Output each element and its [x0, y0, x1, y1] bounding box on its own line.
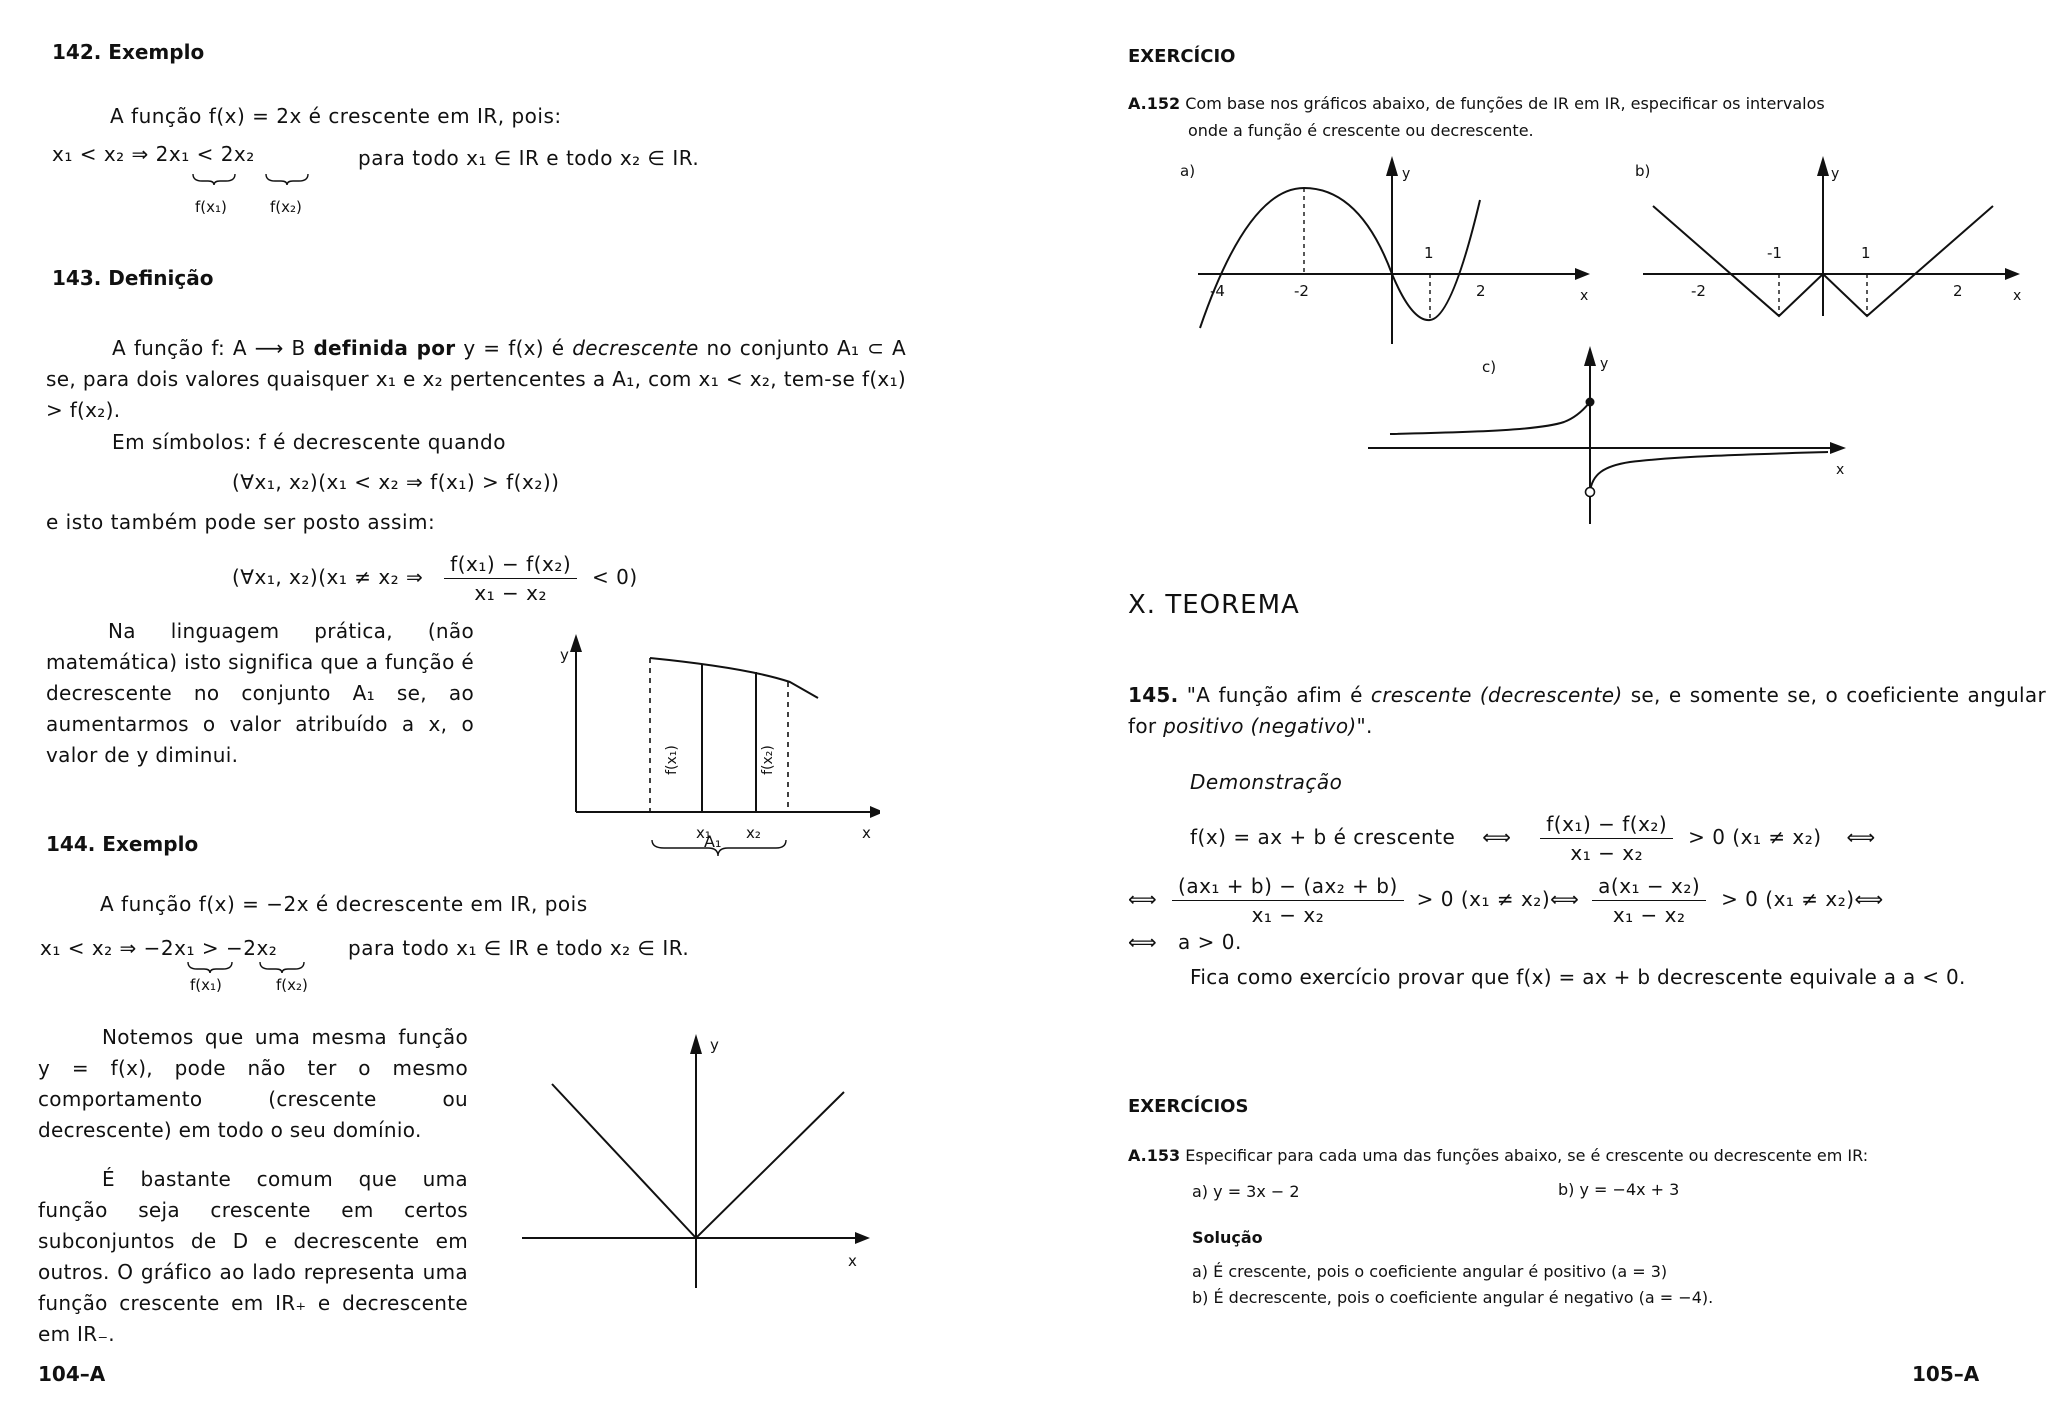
s145-text-b: se, e somente se, o coeficiente angular for [1128, 683, 2046, 738]
eq2-fraction-2 [1592, 874, 1706, 927]
graph-y-label: y [710, 1036, 719, 1054]
graph-c-left-branch [1390, 402, 1590, 434]
s145-text-c: ". [1356, 714, 1373, 738]
iff-symbol: ⟺ [1550, 887, 1580, 911]
graph-c-label: c) [1482, 358, 1497, 376]
graph-c-right-branch [1590, 452, 1828, 492]
a153-statement: Especificar para cada uma das funções abaixo, se é crescente ou decrescente em IR: [1185, 1146, 1869, 1165]
eq2-den-1: x₁ − x₂ [1251, 903, 1325, 927]
a152-line2: onde a função é crescente ou decrescente. [1188, 121, 1534, 140]
right-page [1060, 0, 2048, 1427]
tick-1: 1 [1424, 244, 1434, 262]
s144-note: Notemos que uma mesma função y = f(x), pode não ter o mesmo comportamento (crescente ou decrescente) em todo o seu domínio. [38, 1025, 468, 1142]
demo-eq-3 [1128, 930, 1242, 954]
x-axis-arrow [2005, 268, 2020, 280]
eq1-num: f(x₁) − f(x₂) [1540, 812, 1673, 839]
exercise-heading: EXERCÍCIO [1128, 46, 1236, 67]
iff-symbol: ⟺ [1128, 887, 1158, 911]
iff-symbol: ⟺ [1846, 825, 1876, 849]
x-axis-arrow [1830, 442, 1846, 454]
eq2-num-2: a(x₁ − x₂) [1592, 874, 1706, 901]
s142-brace-label-1: f(x₁) [195, 198, 227, 216]
y-axis-arrow [690, 1034, 702, 1054]
tick-minus-1: -1 [1767, 244, 1782, 262]
graph-a-x: x [1580, 288, 1589, 304]
graph-c-y: y [1600, 356, 1609, 372]
heading-144: 144. Exemplo [46, 832, 199, 856]
s143-formula-2-lhs: (∀x₁, x₂)(x₁ ≠ x₂ ⇒ [232, 565, 424, 589]
graph-c [1360, 340, 1880, 540]
s144-forall: para todo x₁ ∈ IR e todo x₂ ∈ IR. [348, 936, 690, 960]
demo-eq-2 [1128, 874, 1884, 927]
tick-minus-4: -4 [1210, 282, 1225, 300]
solution-a: a) É crescente, pois o coeficiente angular é positivo (a = 3) [1192, 1262, 1668, 1281]
y-axis-arrow [1817, 156, 1829, 176]
iff-symbol: ⟺ [1854, 887, 1884, 911]
eq3: a > 0. [1178, 930, 1242, 954]
s145-number: 145. [1128, 683, 1179, 707]
s143-also: e isto também pode ser posto assim: [46, 510, 436, 534]
s143-formula-1: (∀x₁, x₂)(x₁ < x₂ ⇒ f(x₁) > f(x₂)) [232, 470, 560, 494]
s145-text-a: "A função afim é [1186, 683, 1371, 707]
fx1-label: f(x₁) [664, 745, 680, 775]
s143-def-text-b: y = f(x) é [455, 336, 573, 360]
graph-a-curve [1200, 188, 1480, 328]
graph-b [1635, 150, 2035, 320]
x-axis-arrow [870, 806, 880, 818]
x1-label: x₁ [696, 824, 711, 842]
tick-minus-2: -2 [1294, 282, 1309, 300]
demonstration-label: Demonstração [1190, 770, 1343, 794]
s142-implication: x₁ < x₂ ⇒ 2x₁ < 2x₂ [52, 142, 255, 166]
eq1-lhs: f(x) = ax + b é crescente [1190, 825, 1456, 849]
a153-label: A.153 [1128, 1146, 1181, 1165]
s142-forall: para todo x₁ ∈ IR e todo x₂ ∈ IR. [358, 146, 700, 170]
s143-formula-2 [232, 552, 638, 605]
eq2-num-1: (ax₁ + b) − (ax₂ + b) [1172, 874, 1404, 901]
set-label: A₁ [704, 832, 722, 851]
s143-practical: Na linguagem prática, (não matemática) isto significa que a função é decrescente no conjunto A₁ se, ao aumentarmos o valor atribuído a x, o valor de y diminui. [46, 619, 474, 767]
s143-def-italic: decrescente [572, 336, 699, 360]
x-axis-arrow [855, 1232, 870, 1244]
graph-a-y: y [1402, 166, 1411, 182]
s143-definition [46, 333, 906, 426]
graph-x-label: x [862, 824, 871, 842]
exercises-heading: EXERCÍCIOS [1128, 1096, 1249, 1117]
left-page [0, 0, 1020, 1427]
graph-x-label: x [848, 1252, 857, 1270]
a153-item-b: b) y = −4x + 3 [1558, 1180, 1680, 1199]
s143-def-text-c: no conjunto A₁ ⊂ A se, para dois valores quaisquer x₁ e x₂ pertencentes a A₁, com x₁ < x₂, tem-se f(x₁) > f(x₂). [46, 336, 907, 422]
closed-point [1586, 398, 1595, 407]
s145-italic-2: positivo (negativo) [1163, 714, 1357, 738]
s143-symbols: Em símbolos: f é decrescente quando [112, 430, 506, 454]
section-title: X. TEOREMA [1128, 590, 1300, 620]
s144-brace-label-2: f(x₂) [276, 976, 308, 994]
eq2-fraction-1 [1172, 874, 1404, 927]
s142-braces [190, 172, 320, 186]
demo-eq-1 [1190, 812, 1876, 865]
eq1-rhs: > 0 (x₁ ≠ x₂) [1688, 825, 1822, 849]
a152-label: A.152 [1128, 94, 1181, 113]
s142-brace-label-2: f(x₂) [270, 198, 302, 216]
eq1-den: x₁ − x₂ [1570, 841, 1644, 865]
s145-exercise-note: Fica como exercício provar que f(x) = ax + b decrescente equivale a a < 0. [1190, 965, 1966, 989]
iff-symbol: ⟺ [1128, 930, 1158, 954]
x2-label: x₂ [746, 824, 761, 842]
s143-def-bold: definida por [313, 336, 456, 360]
tick-2: 2 [1953, 282, 1963, 300]
s143-formula-2-rhs: < 0) [592, 565, 638, 589]
solution-b: b) É decrescente, pois o coeficiente angular é negativo (a = −4). [1192, 1288, 1714, 1307]
graph-a [1180, 150, 1620, 350]
graph-b-y: y [1831, 166, 1840, 182]
v-shape-graph [552, 1084, 844, 1238]
s144-implication: x₁ < x₂ ⇒ −2x₁ > −2x₂ [40, 936, 278, 960]
solution-heading: Solução [1192, 1228, 1263, 1247]
graph-c-x: x [1836, 462, 1845, 478]
s143-def-text-a: A função f: A ⟶ B [112, 336, 314, 360]
s144-common: É bastante comum que uma função seja crescente em certos subconjuntos de D e decrescente em outros. O gráfico ao lado representa uma função crescente em IR₊ e decrescente em IR₋. [38, 1167, 468, 1346]
a153-item-a: a) y = 3x − 2 [1192, 1182, 1300, 1201]
graph-y-label: y [560, 646, 569, 664]
graph-b-x: x [2013, 288, 2022, 304]
eq2-rhs: > 0 (x₁ ≠ x₂) [1721, 887, 1855, 911]
s144-braces [180, 960, 320, 974]
s143-formula-2-den: x₁ − x₂ [474, 581, 547, 605]
s144-brace-label-1: f(x₁) [190, 976, 222, 994]
graph-a-label: a) [1180, 162, 1196, 180]
fx2-label: f(x₂) [760, 745, 776, 775]
page-number-left: 104–A [38, 1362, 106, 1386]
s145-italic-1: crescente (decrescente) [1370, 683, 1623, 707]
graph-b-label: b) [1635, 162, 1651, 180]
eq2-mid: > 0 (x₁ ≠ x₂) [1416, 887, 1551, 911]
a153-text [1128, 1146, 1868, 1165]
absolute-value-graph [510, 1020, 880, 1290]
iff-symbol: ⟺ [1482, 825, 1512, 849]
y-axis-arrow [1386, 156, 1398, 176]
page-number-right: 105–A [1912, 1362, 1980, 1386]
eq2-den-2: x₁ − x₂ [1612, 903, 1686, 927]
s143-formula-2-num: f(x₁) − f(x₂) [444, 552, 577, 579]
a152-line1: Com base nos gráficos abaixo, de funções de IR em IR, especificar os intervalos [1185, 94, 1825, 113]
tick-minus-2: -2 [1691, 282, 1706, 300]
s144-line1: A função f(x) = −2x é decrescente em IR, pois [100, 892, 588, 916]
decreasing-curve [650, 658, 818, 698]
s143-formula-2-fraction [444, 552, 577, 605]
x-axis-arrow [1575, 268, 1590, 280]
tick-2: 2 [1476, 282, 1486, 300]
open-point [1586, 488, 1595, 497]
heading-142: 142. Exemplo [52, 40, 205, 64]
heading-143: 143. Definição [52, 266, 214, 290]
s142-line1: A função f(x) = 2x é crescente em IR, pois: [110, 104, 562, 128]
s145-statement [1128, 680, 2046, 742]
a152-text [1128, 94, 1825, 113]
y-axis-arrow [1584, 346, 1596, 366]
decreasing-graph [540, 630, 880, 860]
y-axis-arrow [570, 634, 582, 652]
tick-1: 1 [1861, 244, 1871, 262]
eq1-fraction [1540, 812, 1673, 865]
